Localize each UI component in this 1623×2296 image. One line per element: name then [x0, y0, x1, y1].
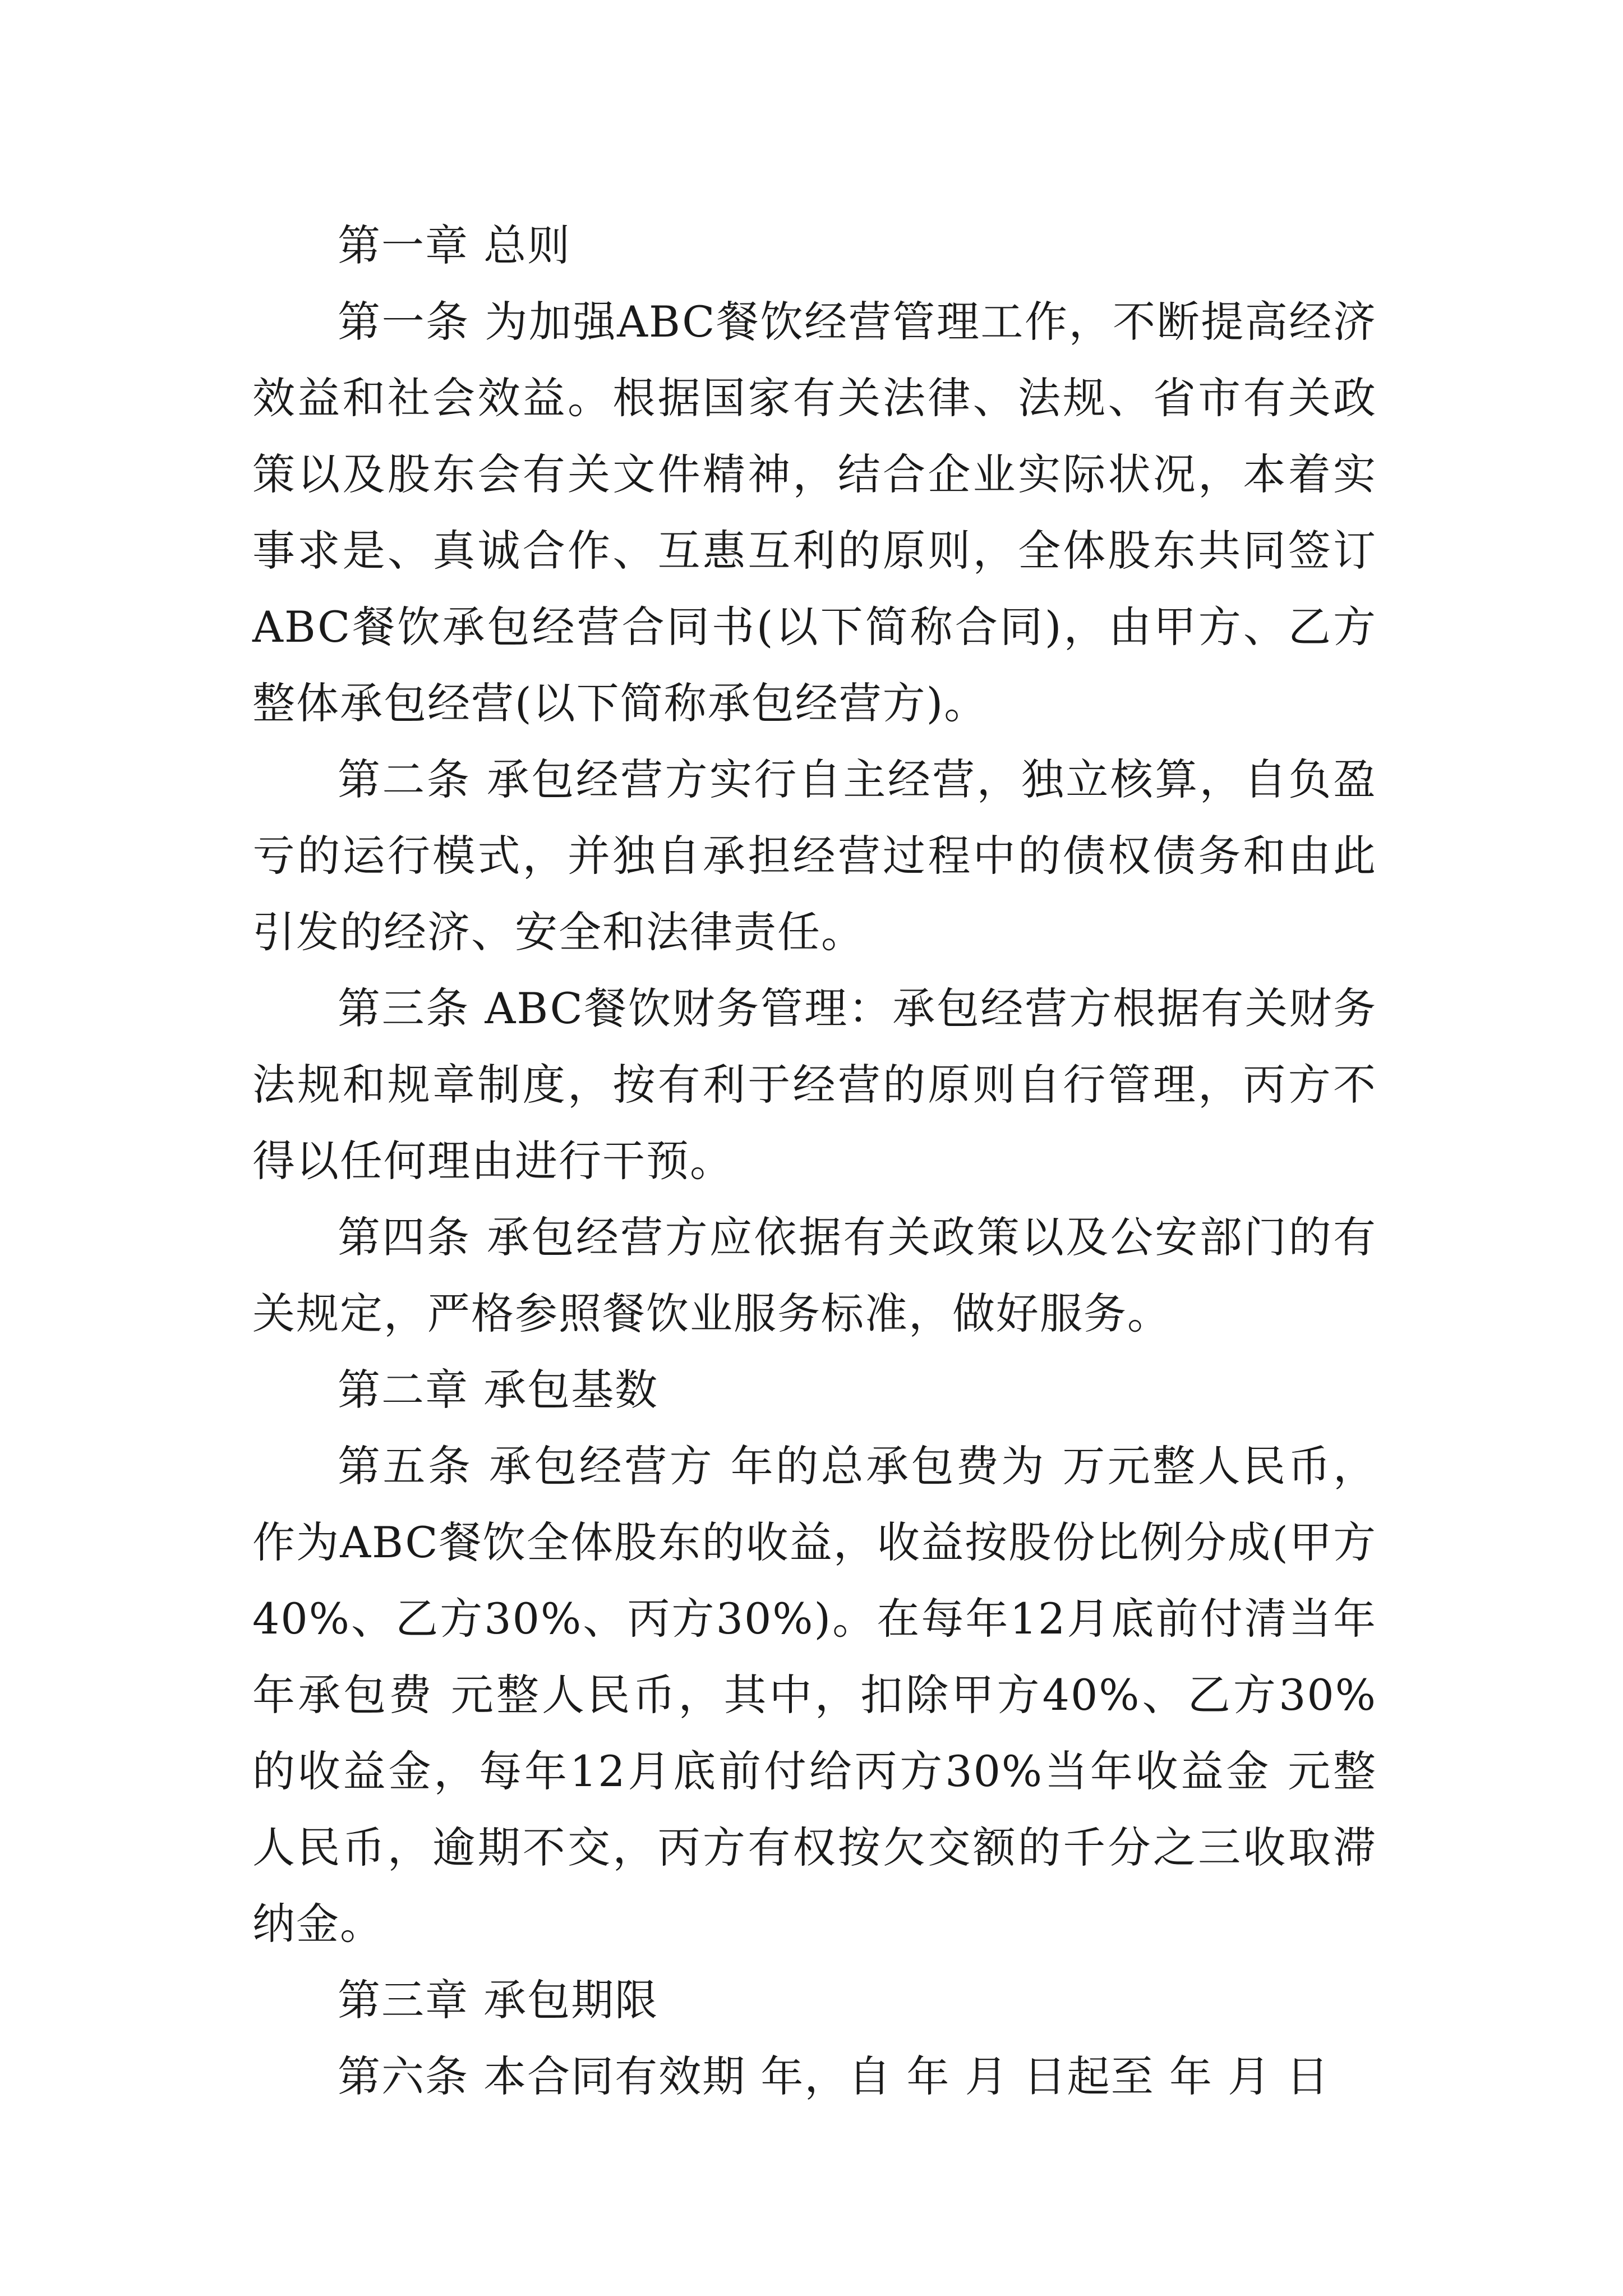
article-paragraph: 第三条 ABC餐饮财务管理：承包经营方根据有关财务法规和规章制度，按有利于经营的原则自行管理，丙方不得以任何理由进行干预。 [252, 983, 1377, 1186]
chapter-heading: 第二章 承包基数 [338, 1365, 659, 1415]
article-paragraph: 第四条 承包经营方应依据有关政策以及公安部门的有关规定，严格参照餐饮业服务标准，做好服务。 [252, 1212, 1377, 1338]
document-body [252, 208, 1377, 2115]
article-paragraph: 第一条 为加强ABC餐饮经营管理工作，不断提高经济效益和社会效益。根据国家有关法律、法规、省市有关政策以及股东会有关文件精神，结合企业实际状况，本着实事求是、真诚合作、互惠互利的原则，全体股东共同签订ABC餐饮承包经营合同书(以下简称合同)，由甲方、乙方整体承包经营(以下简称承包经营方)。 [252, 297, 1377, 728]
chapter-heading: 第一章 总则 [338, 220, 571, 270]
article-paragraph: 第六条 本合同有效期 年，自 年 月 日起至 年 月 日 [338, 2051, 1330, 2101]
chapter-heading: 第三章 承包期限 [338, 1975, 659, 2025]
article-paragraph: 第五条 承包经营方 年的总承包费为 万元整人民币，作为ABC餐饮全体股东的收益，收益按股份比例分成(甲方40%、乙方30%、丙方30%)。在每年12月底前付清当年年承包费 元整人民币，其中，扣除甲方40%、乙方30%的收益金，每年12月底前付给丙方30%当年收益金 元整人民币，逾期不交，丙方有权按欠交额的千分之三收取滞纳金。 [252, 1441, 1377, 1949]
article-paragraph: 第二条 承包经营方实行自主经营，独立核算，自负盈亏的运行模式，并独自承担经营过程中的债权债务和由此引发的经济、安全和法律责任。 [252, 754, 1377, 957]
